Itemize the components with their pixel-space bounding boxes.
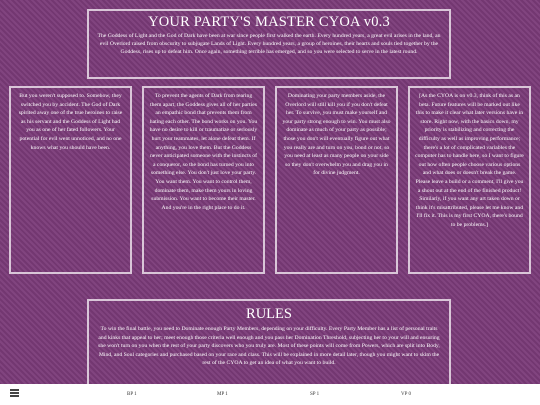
intro-text: The Goddess of Light and the God of Dark have been at war since people first walked the earth. Every hundred years, a great evil arises in the land, an evil Overlord raised from obscurity to subjugate Lands of Light. Every hundred years, a group of heroines, their hearts and souls tied together by the Goddess, rises up to defeat him. Once again, something terrible has emerged, and so you were selected to serve in the latest round. (97, 33, 441, 56)
title-panel (87, 9, 451, 79)
rules-panel (87, 299, 451, 391)
story-text-1: But you weren't supposed to. Somehow, they switched you by accident. The God of Dark spirited away one of the true heroines to raise as his servant and the Goddess of Light had you as one of her fated followers. Your potential for evil went unnoticed, and no one knows what you should have been. (18, 93, 123, 151)
beta-notice-text: [As the CYOA is on v0.3, think of this as an beta. Future features will be marked out like this to make it clear what later versions have in store. Right now, with the basics down, my priority is stabilizing and correcting the difficulty as well as improving performance; there's a lot of complicated variables the computer has to handle here, so I want to figure out how often people choose various options and what does or doesn't break the game. Please leave a build or a comment, I'll give you a shout out at the end of the finished product! Similarly, if you want any art taken down or think it's misattributed, please let me know and I'll fix it. This is my first CYOA, there's bound to be problems.] (415, 93, 524, 228)
story-panel-2 (142, 86, 265, 274)
rules-title: RULES (246, 306, 292, 322)
soul-points: SP 1 (310, 392, 320, 397)
body-points: BP 1 (127, 392, 137, 397)
beta-notice-panel (408, 86, 531, 274)
points-bar (0, 384, 540, 405)
rules-text: To win the final battle, you need to Dominate enough Party Members, depending on your difficulty. Every Party Member has a list of personal traits and kinks that appeal to her; meet enough those criteria well enough and you pass her Domination Threshold, subjecting her to your will and ensuring she won't turn on you when the rest of your party discovers who you truly are. Most of these points will come from Powers, which are split into Body, Mind, and Soul categories and purchased based on your race and class. This will be explained in more detail later, though you might want to skim the rest of the CYOA to get an idea of what you want to build. (98, 326, 440, 367)
mind-points: MP 1 (217, 392, 228, 397)
story-panel-3 (275, 86, 398, 274)
victory-points: VP 0 (401, 392, 411, 397)
page-title: YOUR PARTY'S MASTER CYOA v0.3 (148, 14, 390, 30)
story-panel-1 (9, 86, 132, 274)
hamburger-menu-icon[interactable] (10, 389, 19, 399)
story-text-2: To prevent the agents of Dark from tearing them apart, the Goddess gives all of her parties an empathic bond that prevents them from hating each other. The bond works on you. You have no desire to kill or traumatize or seriously hurt your teammates, let alone defeat them. If anything, you love them. But the Goddess never anticipated someone with the instincts of a conqueror, so the bond has turned you into something else. You don't just love your party. You want them. You want to control them, dominate them, make them yours in loving submission. You want to become their master. And you're in the right place to do it. (149, 93, 258, 211)
story-text-3: Dominating your party members aside, the Overlord will still kill you if you don't defeat her. To survive, you must make yourself and your party strong enough to win. You must also dominate as much of your party as possible; those you don't will eventually figure out what you really are and turn on you, bond or not, so you need at least as many people on your side so they don't overwhelm you and drag you in for divine judgment. (282, 93, 391, 177)
